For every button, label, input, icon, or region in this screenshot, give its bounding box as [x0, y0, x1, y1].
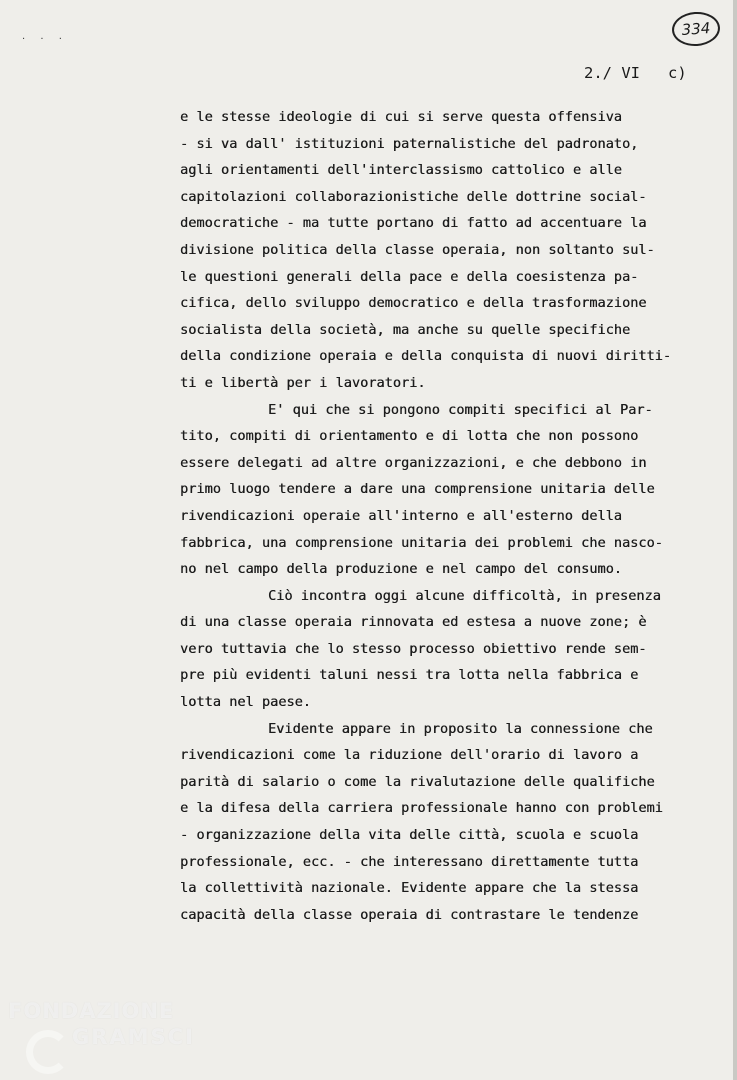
text-line: democratiche - ma tutte portano di fatto ad accentuare la [180, 215, 647, 232]
text-line: Ciò incontra oggi alcune difficoltà, in presenza [268, 587, 661, 604]
text-line: professionale, ecc. - che interessano direttamente tutta [180, 853, 639, 870]
text-line: Evidente appare in proposito la connessione che [268, 720, 653, 737]
text-line: vero tuttavia che lo stesso processo obiettivo rende sem- [180, 640, 647, 657]
text-line: di una classe operaia rinnovata ed estesa a nuove zone; è [180, 614, 647, 631]
text-line: rivendicazioni come la riduzione dell'orario di lavoro a [180, 747, 639, 764]
typewritten-body [180, 104, 720, 928]
watermark [8, 998, 195, 1050]
text-line: - organizzazione della vita delle città, scuola e scuola [180, 827, 639, 844]
text-line: E' qui che si pongono compiti specifici al Par- [268, 401, 653, 418]
watermark-line-1: FONDAZIONE [8, 999, 175, 1023]
scan-specks: · · · [22, 34, 68, 45]
text-line: e la difesa della carriera professionale hanno con problemi [180, 800, 663, 817]
watermark-line-2: GRAMSCI [72, 1025, 195, 1049]
text-line: essere delegati ad altre organizzazioni, e che debbono in [180, 454, 647, 471]
text-line: divisione politica della classe operaia, non soltanto sul- [180, 241, 655, 258]
text-line: della condizione operaia e della conquista di nuovi diritti- [180, 348, 672, 365]
text-line: ti e libertà per i lavoratori. [180, 374, 426, 391]
text-line: socialista della società, ma anche su quelle specifiche [180, 321, 631, 338]
text-line: e le stesse ideologie di cui si serve questa offensiva [180, 109, 622, 125]
text-line: la collettività nazionale. Evidente appare che la stessa [180, 880, 639, 897]
text-line: lotta nel paese. [180, 694, 311, 711]
text-line: fabbrica, una comprensione unitaria dei problemi che nasco- [180, 534, 663, 551]
text-line: pre più evidenti taluni nessi tra lotta nella fabbrica e [180, 667, 639, 684]
text-line: tito, compiti di orientamento e di lotta che non possono [180, 428, 639, 445]
archive-page-number: 334 [671, 10, 721, 47]
page-reference: 2./ VI c) [584, 64, 687, 82]
page-edge [733, 0, 737, 1080]
text-line: primo luogo tendere a dare una comprensione unitaria delle [180, 481, 655, 498]
text-line: rivendicazioni operaie all'interno e all'esterno della [180, 507, 622, 524]
text-line: no nel campo della produzione e nel campo del consumo. [180, 561, 622, 578]
text-line: agli orientamenti dell'interclassismo cattolico e alle [180, 162, 622, 179]
text-line: - si va dall' istituzioni paternalistiche del padronato, [180, 135, 639, 152]
text-line: capitolazioni collaborazionistiche delle dottrine social- [180, 188, 647, 205]
text-line: capacità della classe operaia di contrastare le tendenze [180, 906, 639, 923]
text-line: le questioni generali della pace e della coesistenza pa- [180, 268, 639, 285]
text-line: cifica, dello sviluppo democratico e della trasformazione [180, 295, 647, 312]
text-line: parità di salario o come la rivalutazione delle qualifiche [180, 773, 655, 790]
